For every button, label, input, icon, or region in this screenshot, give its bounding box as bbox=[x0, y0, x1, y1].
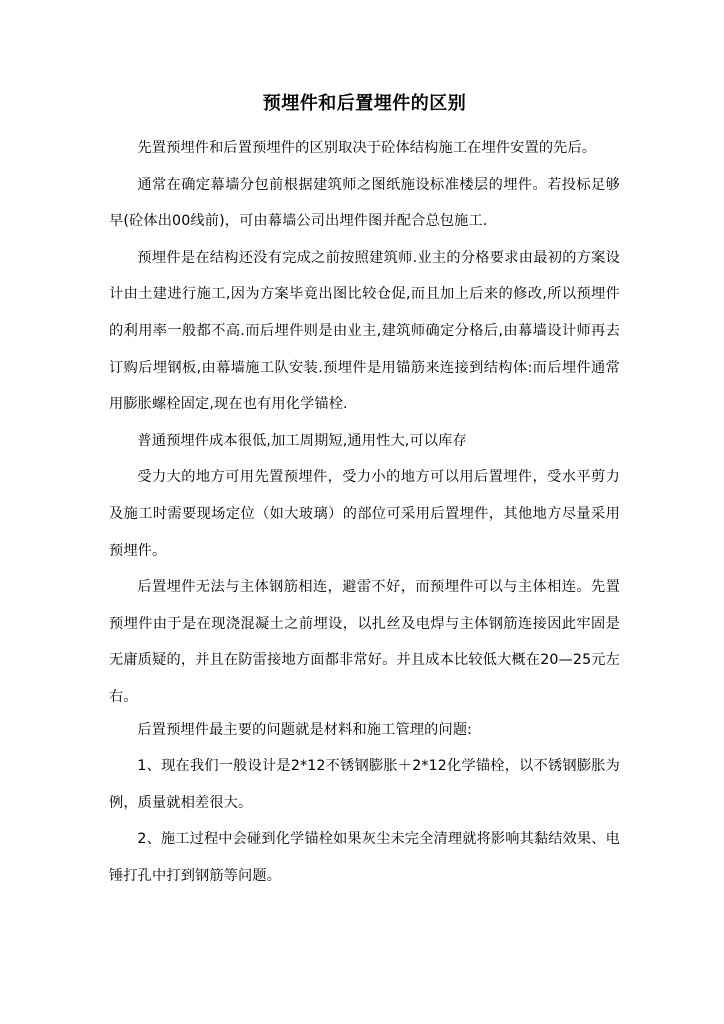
paragraph-9: 2、施工过程中会碰到化学锚栓如果灰尘未完全清理就将影响其黏结效果、电锤打孔中打到钢筋等问题。 bbox=[109, 831, 620, 884]
paragraph-7: 后置预埋件最主要的问题就是材料和施工管理的问题: bbox=[137, 721, 473, 738]
paragraph-5: 受力大的地方可用先置预埋件，受力小的地方可以用后置埋件，受水平剪力及施工时需要现场定位（如大玻璃）的部位可采用后置埋件，其他地方尽量采用预埋件。 bbox=[109, 469, 620, 559]
paragraph-8: 1、现在我们一般设计是2*12不锈钢膨胀＋2*12化学锚栓，以不锈钢膨胀为例，质量就相差很大。 bbox=[109, 758, 620, 811]
document-title: 预埋件和后置埋件的区别 bbox=[262, 93, 467, 114]
paragraph-2: 通常在确定幕墙分包前根据建筑师之图纸施设标准楼层的埋件。若投标足够早(砼体出00线前)，可由幕墙公司出埋件图并配合总包施工. bbox=[109, 176, 620, 230]
paragraph-1: 先置预埋件和后置预埋件的区别取决于砼体结构施工在埋件安置的先后。 bbox=[137, 140, 597, 156]
paragraph-4: 普通预埋件成本很低,加工周期短,通用性大,可以库存 bbox=[137, 432, 467, 449]
paragraph-3: 预埋件是在结构还没有完成之前按照建筑师.业主的分格要求由最初的方案设计由土建进行施工,因为方案毕竟出图比较仓促,而且加上后来的修改,所以预埋件的利用率一般都不高.而后埋件则是由业主,建筑师确定分格后,由幕墙设计师再去订购后埋钢板,由幕墙施工队安装.预埋件是用锚筋来连接到结构体:而后埋件通常用膨胀螺栓固定,现在也有用化学锚栓. bbox=[109, 249, 620, 413]
paragraph-6: 后置埋件无法与主体钢筋相连，避雷不好，而预埋件可以与主体相连。先置预埋件由于是在现浇混凝土之前埋设，以扎丝及电焊与主体钢筋连接因此牢固是无庸质疑的，并且在防雷接地方面都非常好。并且成本比较低大概在20—25元左右。 bbox=[109, 579, 620, 705]
